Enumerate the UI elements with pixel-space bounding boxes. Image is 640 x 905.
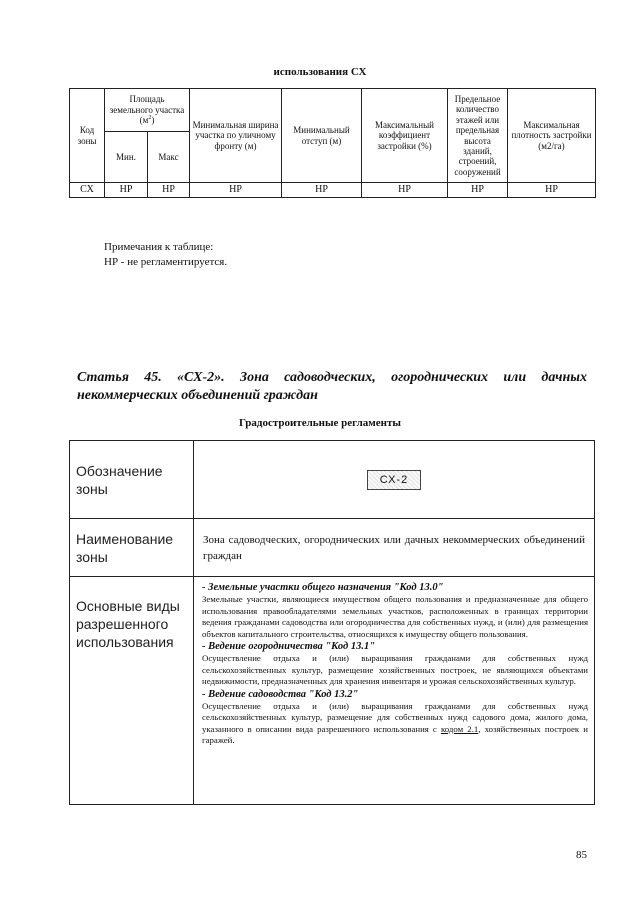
parameters-table [69,88,596,198]
table-notes [104,240,227,270]
zone-name-label: Наименование зоны [70,519,194,577]
header-setback: Минимальный отступ (м) [282,89,362,183]
table-row [70,441,595,519]
header-density: Максимальная плотность застройки (м2/га) [508,89,596,183]
use-description: Осуществление отдыха и (или) выращивания гражданами для собственных нужд сельскохозяйственных культур, размещение хозяйственных построек, не являющихся объектами недвижимости, предназначенных для хранения инвентаря и урожая сельскохозяйственных культур. [202,653,588,686]
cell-min-width: НР [190,183,282,198]
cell-code: СХ [70,183,105,198]
header-area: Площадь земельного участка $(м^2)$ [105,89,190,132]
use-description: Земельные участки, являющиеся имуществом общего пользования и предназначенные для общего использования правообладателями земельных участков, расположенных в границах территории ведения гражданами садоводства или огородничества для собственных нужд, и (или) для размещения объектов капитального строительства, относящихся к имуществу общего пользования. [202,594,588,639]
regulations-table [69,440,595,805]
use-title: - Ведение огородничества "Код 13.1" [202,641,376,652]
code-link[interactable]: кодом 2.1 [440,723,479,734]
cell-coefficient: НР [362,183,448,198]
header-area-min: Мин. [105,132,148,183]
cell-floors: НР [448,183,508,198]
table-heading: использования СХ [273,66,367,78]
header-coefficient: Максимальный коэффициент застройки (%) [362,89,448,183]
main-uses-label: Основные виды разрешенного использования [70,577,194,805]
zone-designation-label: Обозначение зоны [70,441,194,519]
regulations-heading: Градостроительные регламенты [238,417,401,429]
article-title: Статья 45. «СХ-2». Зона садоводческих, огороднических или дачных некоммерческих объединений граждан [77,370,587,403]
cell-area-max: НР [148,183,190,198]
zone-name-value: Зона садоводческих, огороднических или дачных некоммерческих объединений граждан [203,533,585,562]
page-number: 85 [576,849,587,861]
table-row [70,577,595,805]
header-area-max: Макс [148,132,190,183]
use-title: - Ведение садоводства "Код 13.2" [202,688,359,700]
zone-code-box: СХ-2 [367,470,421,490]
header-min-width: Минимальная ширина участка по уличному фронту (м) [190,89,282,183]
notes-line: НР - не регламентируется. [104,256,228,268]
notes-title: Примечания к таблице: [104,241,214,253]
cell-setback: НР [282,183,362,198]
table-row [70,183,596,198]
main-uses-cell [194,577,595,805]
zone-name-cell [194,519,595,577]
use-description: Осуществление отдыха и (или) выращивания гражданами для собственных нужд сельскохозяйственных культур, размещение для собственных нужд садового дома, жилого дома, указанного в описании вида разрешенного использования с кодом 2.1, хозяйственных построек и гаражей. [202,700,588,745]
header-floors: Предельное количество этажей или предельная высота зданий, строений, сооружений [448,89,508,183]
cell-area-min: НР [105,183,148,198]
header-code: Код зоны [70,89,105,183]
zone-designation-cell [194,441,595,519]
cell-density: НР [508,183,596,198]
table-row [70,519,595,577]
use-title: - Земельные участки общего назначения "Код 13.0" [202,582,444,593]
